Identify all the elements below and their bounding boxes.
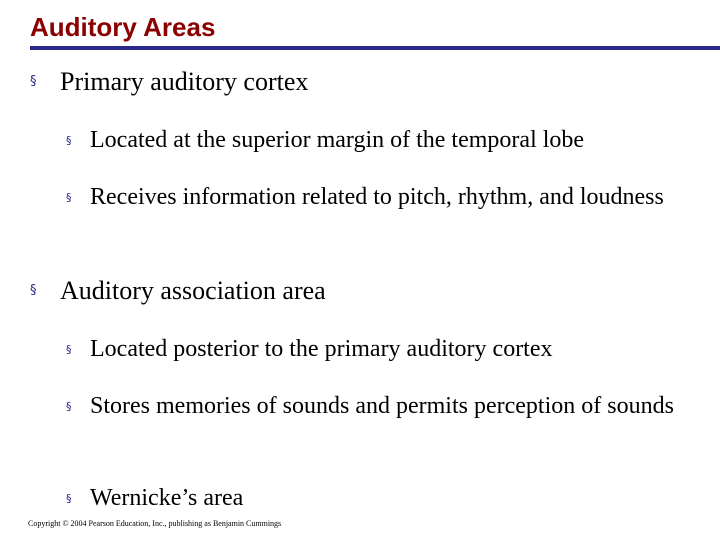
bullet-text: Located at the superior margin of the temporal lobe xyxy=(90,127,585,153)
bullet-marker: § xyxy=(66,134,72,147)
sub-bullet-wernickes-area xyxy=(66,481,706,516)
bullet-marker: § xyxy=(66,400,72,413)
bullet-primary-auditory-cortex xyxy=(30,64,308,99)
sub-bullet-receives-information xyxy=(66,180,706,215)
sub-bullet-location xyxy=(66,123,706,158)
copyright-footer: Copyright © 2004 Pearson Education, Inc., publishing as Benjamin Cummings xyxy=(28,519,282,528)
bullet-text: Located posterior to the primary auditory cortex xyxy=(90,336,553,362)
slide-title: Auditory Areas xyxy=(30,12,216,42)
bullet-text: Primary auditory cortex xyxy=(60,67,309,96)
bullet-marker: § xyxy=(30,74,37,89)
bullet-text: Wernicke’s area xyxy=(90,485,244,511)
bullet-text: Auditory association area xyxy=(60,276,326,305)
bullet-text: Stores memories of sounds and permits perception of sounds xyxy=(90,393,674,419)
sub-bullet-location-posterior xyxy=(66,332,706,367)
bullet-text: Receives information related to pitch, rhythm, and loudness xyxy=(90,184,664,210)
sub-bullet-stores-memories xyxy=(66,389,706,424)
bullet-marker: § xyxy=(66,492,72,505)
bullet-marker: § xyxy=(30,283,37,298)
bullet-marker: § xyxy=(66,191,72,204)
bullet-auditory-association-area xyxy=(30,273,326,308)
bullet-marker: § xyxy=(66,343,72,356)
title-underline xyxy=(30,46,720,50)
